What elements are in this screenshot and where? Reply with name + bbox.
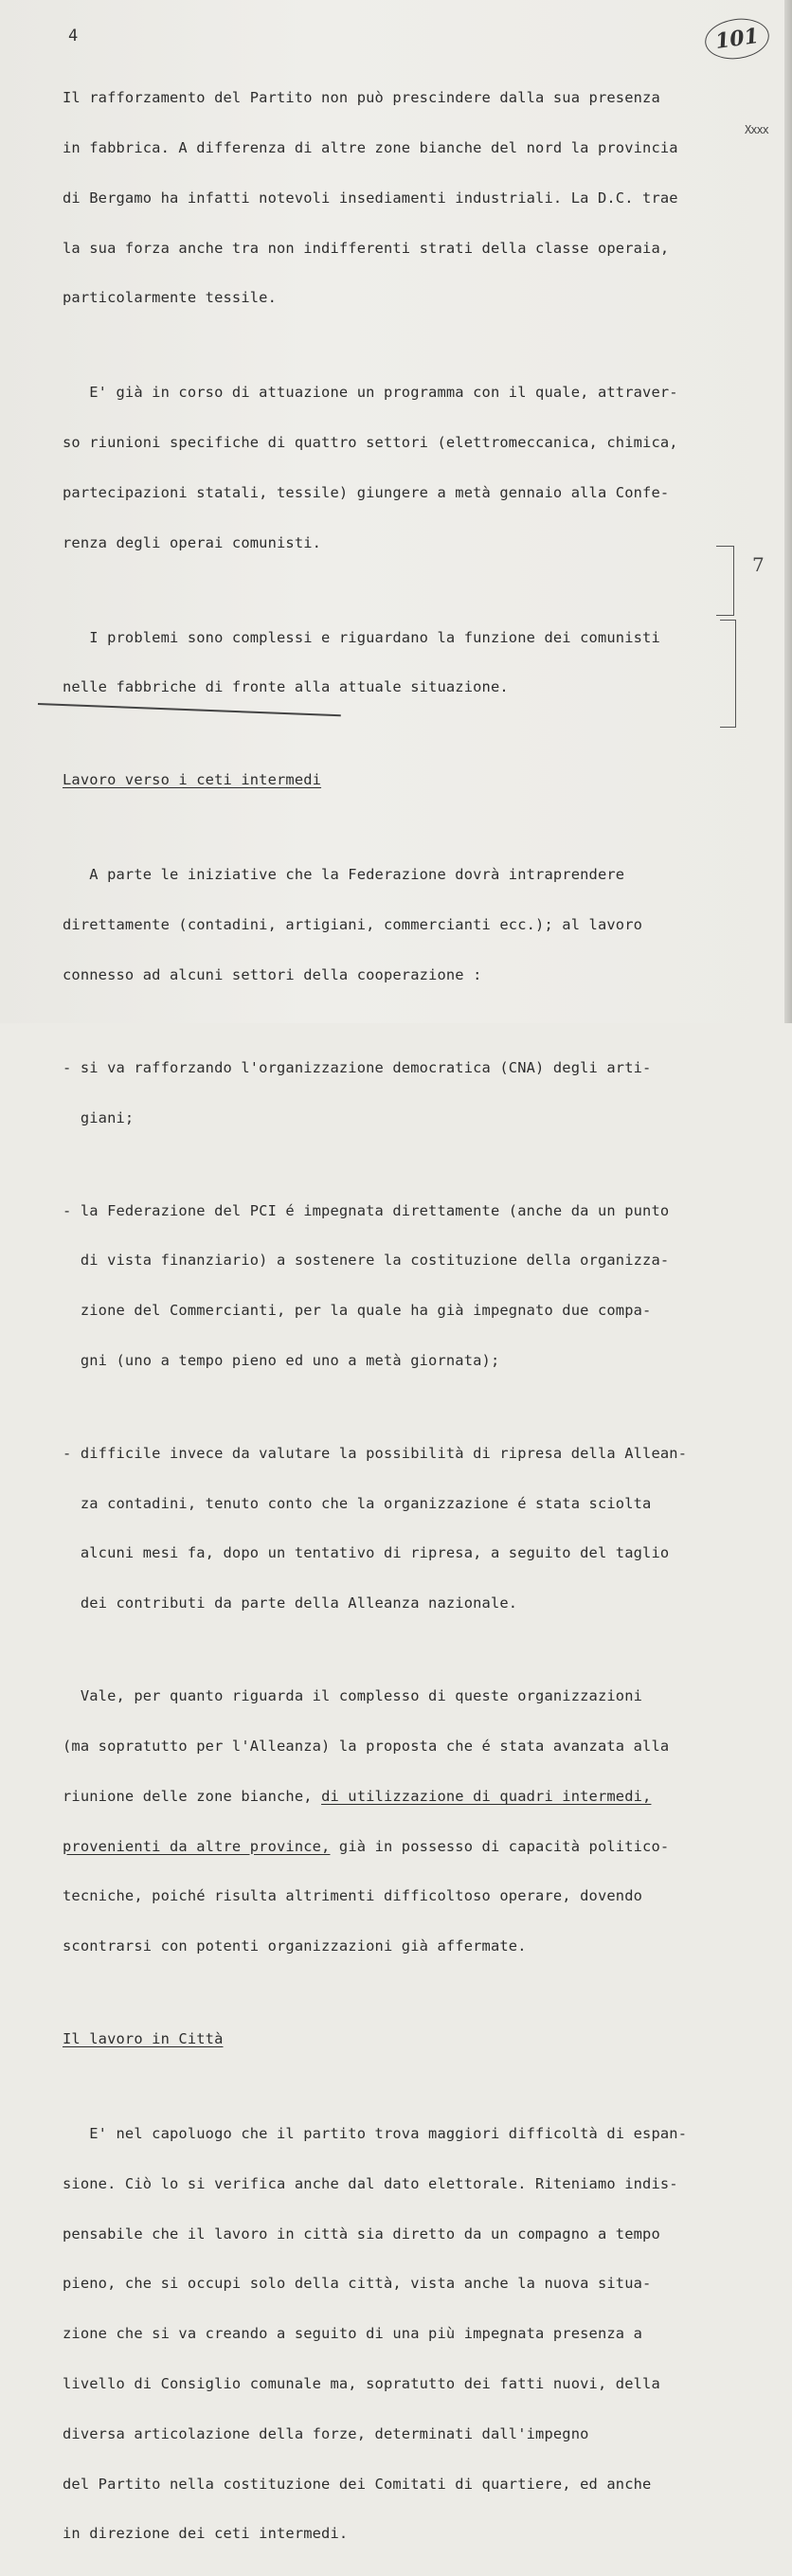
paragraph-line: (ma sopratutto per l'Alleanza) la proposta che é stata avanzata alla bbox=[63, 1738, 670, 1755]
margin-bracket-lower bbox=[720, 620, 736, 728]
paragraph-line: renza degli operai comunisti. bbox=[63, 533, 322, 551]
paragraph-line: Il rafforzamento del Partito non può prescindere dalla sua presenza bbox=[63, 89, 660, 107]
list-item-line: - la Federazione del PCI é impegnata direttamente (anche da un punto bbox=[63, 1201, 670, 1219]
margin-mark: 7 bbox=[752, 553, 765, 576]
paragraph-line: connesso ad alcuni settori della cooperazione : bbox=[63, 965, 482, 983]
list-item-line: zione del Commercianti, per la quale ha già impegnato due compa- bbox=[63, 1302, 652, 1320]
paragraph-line: A parte le iniziative che la Federazione dovrà intraprendere bbox=[63, 866, 625, 884]
paragraph-line: zione che si va creando a seguito di una più impegnata presenza a bbox=[63, 2325, 643, 2343]
list-item-line: - si va rafforzando l'organizzazione democratica (CNA) degli arti- bbox=[63, 1058, 652, 1076]
paragraph-line: Vale, per quanto riguarda il complesso di queste organizzazioni bbox=[63, 1687, 643, 1705]
list-item-line: di vista finanziario) a sostenere la costituzione della organizza- bbox=[63, 1252, 670, 1270]
paragraph-line: particolarmente tessile. bbox=[63, 289, 277, 307]
paragraph-line: del Partito nella costituzione dei Comitati di quartiere, ed anche bbox=[63, 2475, 652, 2493]
paragraph-line: in fabbrica. A differenza di altre zone bianche del nord la provincia bbox=[63, 138, 678, 156]
line-end: già in possesso di capacità politico- bbox=[330, 1837, 670, 1855]
paragraph-line: partecipazioni statali, tessile) giungere a metà gennaio alla Confe- bbox=[63, 483, 670, 501]
list-item-line: gni (uno a tempo pieno ed uno a metà giornata); bbox=[63, 1351, 500, 1369]
list-item-line: za contadini, tenuto conto che la organizzazione é stata sciolta bbox=[63, 1494, 652, 1512]
paragraph-line: E' nel capoluogo che il partito trova maggiori difficoltà di espan- bbox=[63, 2125, 688, 2143]
paragraph-line: so riunioni specifiche di quattro settori (elettromeccanica, chimica, bbox=[63, 434, 678, 452]
line-start: riunione delle zone bianche, bbox=[63, 1787, 322, 1805]
paragraph-line: I problemi sono complessi e riguardano la funzione dei comunisti bbox=[63, 628, 660, 646]
paragraph-line: di Bergamo ha infatti notevoli insediamenti industriali. La D.C. trae bbox=[63, 189, 678, 207]
margin-code: Xxxx bbox=[745, 123, 768, 136]
list-item-line: alcuni mesi fa, dopo un tentativo di ripresa, a seguito del taglio bbox=[63, 1544, 670, 1562]
list-item-line: dei contributi da parte della Alleanza nazionale. bbox=[63, 1594, 518, 1612]
page-number: 4 bbox=[68, 27, 79, 45]
paragraph-line: scontrarsi con potenti organizzazioni già affermate. bbox=[63, 1937, 527, 1955]
paragraph-line: tecniche, poiché risulta altrimenti difficoltoso operare, dovendo bbox=[63, 1887, 643, 1905]
list-item-line: giani; bbox=[63, 1108, 135, 1126]
underlined-phrase: provenienti da altre province, bbox=[63, 1837, 331, 1855]
paragraph-line: E' già in corso di attuazione un programma con il quale, attraver- bbox=[63, 384, 678, 402]
archive-stamp: 101 bbox=[702, 14, 771, 63]
paragraph-line: nelle fabbriche di fronte alla attuale situazione. bbox=[63, 678, 509, 696]
paragraph-line: pensabile che il lavoro in città sia diretto da un compagno a tempo bbox=[63, 2225, 660, 2243]
paragraph-line: sione. Ciò lo si verifica anche dal dato elettorale. Riteniamo indis- bbox=[63, 2174, 678, 2192]
paragraph-line: diversa articolazione della forze, determinati dall'impegno bbox=[63, 2424, 589, 2442]
list-item-line: - difficile invece da valutare la possibilità di ripresa della Allean- bbox=[63, 1444, 688, 1462]
section-heading-lavoro-citta: Il lavoro in Città bbox=[63, 2030, 224, 2048]
paragraph-line: in direzione dei ceti intermedi. bbox=[63, 2525, 349, 2543]
paragraph-line: pieno, che si occupi solo della città, vista anche la nuova situa- bbox=[63, 2275, 652, 2293]
paragraph-line: la sua forza anche tra non indifferenti strati della classe operaia, bbox=[63, 239, 670, 257]
paragraph-line bbox=[63, 1839, 739, 1856]
page-edge-shadow bbox=[784, 0, 792, 1023]
section-heading-ceti-intermedi: Lavoro verso i ceti intermedi bbox=[63, 771, 322, 789]
paragraph-line: direttamente (contadini, artigiani, commercianti ecc.); al lavoro bbox=[63, 916, 643, 934]
paragraph-line bbox=[63, 1789, 739, 1806]
underlined-phrase: di utilizzazione di quadri intermedi, bbox=[321, 1787, 652, 1805]
margin-bracket-upper bbox=[716, 546, 734, 616]
paragraph-line: livello di Consiglio comunale ma, sopratutto dei fatti nuovi, della bbox=[63, 2374, 660, 2392]
document-body bbox=[63, 57, 739, 2576]
